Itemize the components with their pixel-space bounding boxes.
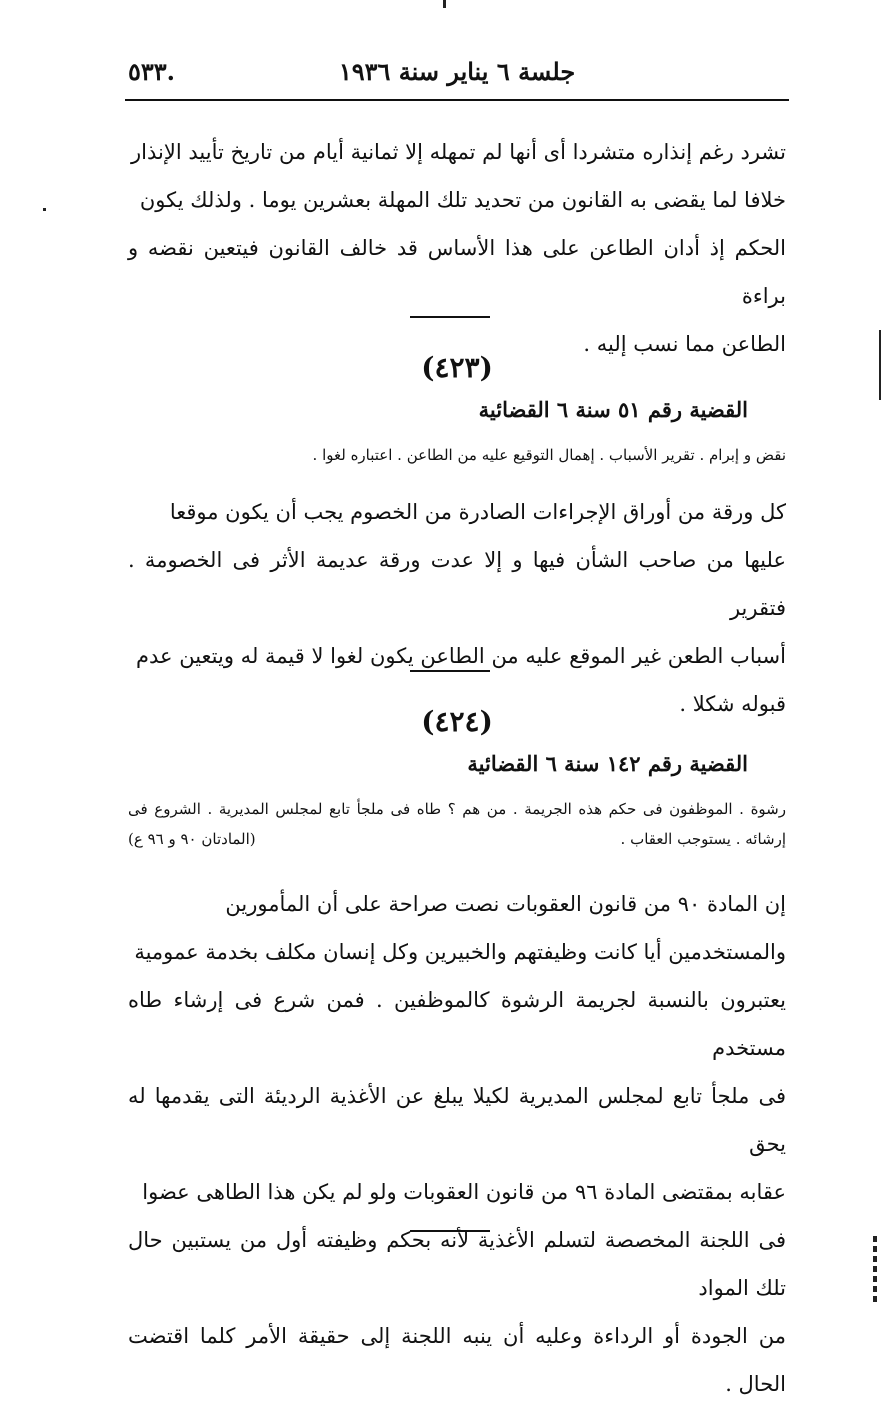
text-line: عليها من صاحب الشأن فيها و إلا عدت ورقة عديمة الأثر فى الخصومة . فتقرير — [128, 548, 786, 620]
text-line: كل ورقة من أوراق الإجراءات الصادرة من الخصوم يجب أن يكون موقعا — [169, 500, 786, 524]
text-line: إن المادة ٩٠ من قانون العقوبات نصت صراحة على أن المأمورين — [225, 892, 786, 916]
text-line: فى اللجنة المخصصة لتسلم الأغذية لأنه بحكم وظيفته أول من يستبين حال تلك المواد — [128, 1228, 786, 1300]
case-number: (٤٢٣) — [421, 351, 493, 384]
text-line: أسباب الطعن غير الموقع عليه من الطاعن يكون لغوا لا قيمة له ويتعين عدم — [136, 644, 786, 668]
page-number: ٥٣٣. — [128, 57, 176, 86]
case-keywords — [128, 794, 786, 854]
scan-mark — [873, 1236, 877, 1306]
running-header — [128, 52, 786, 92]
header-rule — [125, 99, 789, 101]
case-title: القضية رقم ٥١ سنة ٦ القضائية — [478, 397, 748, 422]
intro-paragraph — [128, 128, 786, 368]
text-line: الحكم إذ أدان الطاعن على هذا الأساس قد خالف القانون فيتعين نقضه و براءة — [128, 236, 786, 308]
section-divider — [410, 670, 490, 672]
text-line: والمستخدمين أيا كانت وظيفتهم والخبيرين وكل إنسان مكلف بخدمة عمومية — [134, 940, 786, 964]
text-line: قبوله شكلا . — [679, 692, 786, 716]
text-line: فى ملجأ تابع لمجلس المديرية لكيلا يبلغ عن الأغذية الرديئة التى يقدمها له يحق — [128, 1084, 786, 1156]
case-keywords-text: رشوة . الموظفون فى حكم هذه الجريمة . من هم ؟ طاه فى ملجأ تابع لمجلس المديرية . الشروع فى إرشائه . يستوجب العقاب . — [128, 800, 786, 848]
text-line: يعتبرون بالنسبة لجريمة الرشوة كالموظفين . فمن شرع فى إرشاء طاه مستخدم — [128, 988, 786, 1060]
text-line: تشرد رغم إنذاره متشردا أى أنها لم تمهله إلا ثمانية أيام من تاريخ تأييد الإنذار — [131, 140, 786, 164]
text-line: الطاعن مما نسب إليه . — [583, 332, 786, 356]
text-line: عقابه بمقتضى المادة ٩٦ من قانون العقوبات ولو لم يكن هذا الطاهى عضوا — [142, 1180, 786, 1204]
scan-mark — [879, 330, 881, 400]
case-number: (٤٢٤) — [421, 705, 493, 738]
text-line: من الجودة أو الرداءة وعليه أن ينبه اللجنة إلى حقيقة الأمر كلما اقتضت الحال . — [128, 1324, 786, 1396]
case-paragraph — [128, 488, 786, 728]
case-paragraph — [128, 880, 786, 1408]
text-line: خلافا لما يقضى به القانون من تحديد تلك المهلة بعشرين يوما . ولذلك يكون — [139, 188, 786, 212]
case-keywords: نقض و إبرام . تقرير الأسباب . إهمال التوقيع عليه من الطاعن . اعتباره لغوا . — [312, 446, 786, 464]
articles-reference: (المادتان ٩٠ و ٩٦ ع) — [128, 830, 256, 848]
section-divider — [410, 1230, 490, 1232]
scan-mark — [43, 208, 46, 211]
case-title: القضية رقم ١٤٢ سنة ٦ القضائية — [467, 751, 748, 776]
scan-mark — [443, 0, 446, 8]
session-title: جلسة ٦ يناير سنة ١٩٣٦ — [338, 57, 576, 86]
section-divider — [410, 316, 490, 318]
